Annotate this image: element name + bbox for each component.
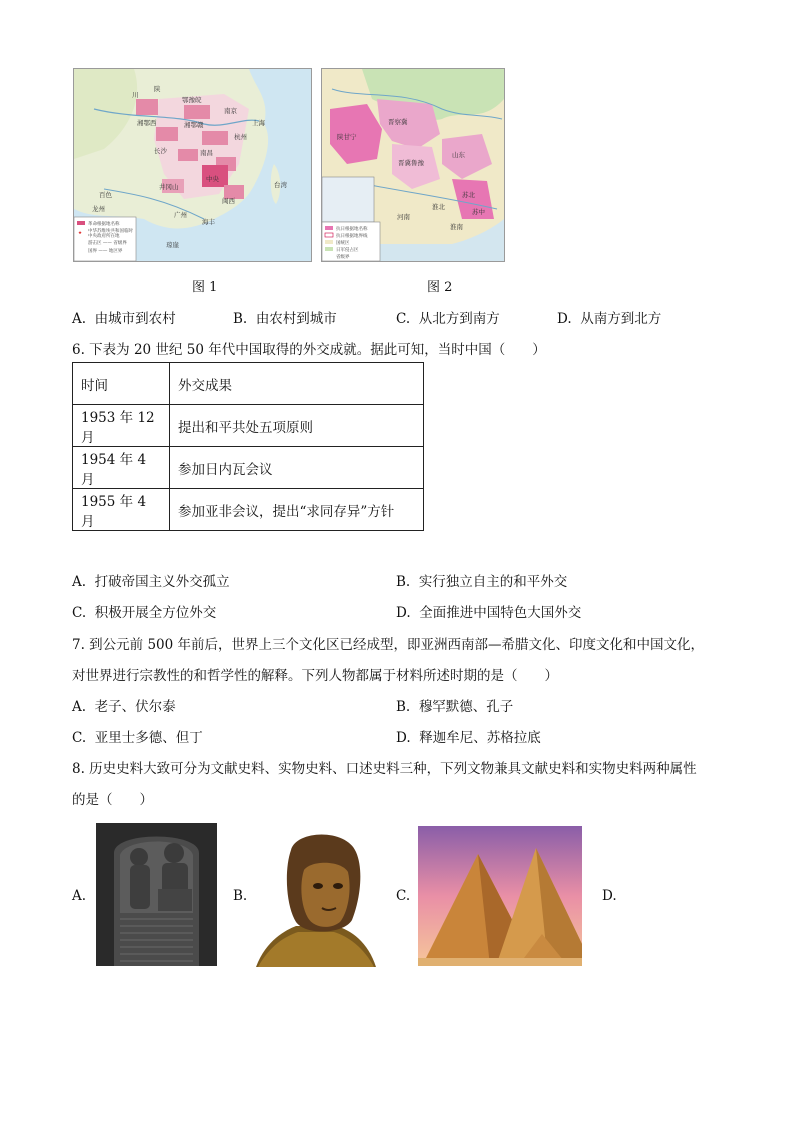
q5-option-a[interactable] (72, 307, 176, 327)
svg-text:苏中: 苏中 (472, 208, 485, 216)
svg-text:井冈山: 井冈山 (159, 183, 179, 191)
svg-text:山东: 山东 (452, 151, 465, 159)
svg-text:中央: 中央 (206, 175, 219, 183)
q7-stem-line-2: 对世界进行宗教性的和哲学性的解释。下列人物都属于材料所述时期的是（ ） (72, 668, 558, 684)
table-row (73, 447, 424, 489)
svg-text:革命根据地名称: 革命根据地名称 (88, 222, 120, 227)
svg-text:湘鄂西: 湘鄂西 (137, 119, 157, 127)
table-row (73, 489, 424, 531)
q7-stem-line-1: 7. 到公元前 500 年前后，世界上三个文化区已经成型，即亚洲西南部—希腊文化、印度文化和中国文化， (72, 637, 705, 653)
option-letter: C. (396, 311, 411, 327)
option-text: 由城市到农村 (94, 311, 176, 327)
q5-option-d[interactable] (557, 307, 661, 327)
map-1-graphic (74, 69, 311, 261)
option-text: 由农村到城市 (255, 311, 337, 327)
q6-option-c[interactable] (72, 601, 216, 621)
svg-text:省级界: 省级界 (336, 255, 350, 260)
svg-text:湘鄂赣: 湘鄂赣 (184, 121, 204, 129)
q8-option-a-label[interactable]: A. (72, 888, 87, 904)
q6-option-a[interactable] (72, 570, 230, 590)
stele-picture (96, 823, 217, 966)
q5-option-b[interactable] (233, 307, 337, 327)
option-text: 老子、伏尔泰 (94, 699, 176, 715)
option-text: 亚里士多德、但丁 (94, 730, 203, 746)
option-text: 打破帝国主义外交孤立 (94, 574, 230, 590)
svg-text:广州: 广州 (174, 211, 187, 219)
q8-option-c-label[interactable]: C. (396, 888, 411, 904)
figure-1-caption: 图 1 (192, 280, 218, 295)
table-row (73, 405, 424, 447)
svg-text:苏北: 苏北 (462, 191, 475, 199)
svg-text:陕: 陕 (154, 85, 161, 93)
option-letter: D. (396, 605, 411, 621)
svg-text:陕甘宁: 陕甘宁 (337, 133, 357, 141)
svg-text:杭州: 杭州 (234, 133, 247, 141)
table-header-cell: 时间 (73, 363, 170, 405)
svg-text:海丰: 海丰 (202, 218, 215, 226)
svg-text:抗日根据地名称: 抗日根据地名称 (336, 227, 368, 232)
svg-text:淮南: 淮南 (450, 223, 463, 231)
option-text: 从北方到南方 (418, 311, 500, 327)
svg-text:晋冀鲁豫: 晋冀鲁豫 (398, 159, 424, 167)
q6-stem: 6. 下表为 20 世纪 50 年代中国取得的外交成就。据此可知，当时中国（ ） (72, 342, 546, 358)
svg-text:中央政府所在地: 中央政府所在地 (88, 234, 120, 239)
peking-man-bust-image[interactable] (256, 830, 376, 967)
option-letter: C. (72, 730, 87, 746)
svg-text:淮北: 淮北 (432, 203, 445, 211)
table-header-cell: 外交成果 (170, 363, 424, 405)
option-text: 全面推进中国特色大国外交 (419, 605, 582, 621)
option-letter: B. (396, 699, 411, 715)
svg-text:上海: 上海 (252, 119, 265, 127)
svg-text:鄂豫皖: 鄂豫皖 (182, 96, 202, 104)
q6-option-d[interactable] (396, 601, 581, 621)
q8-option-b-label[interactable]: B. (233, 888, 248, 904)
svg-text:川: 川 (132, 91, 139, 99)
table-header-row (73, 363, 424, 405)
q5-option-c[interactable] (396, 307, 500, 327)
svg-text:龙州: 龙州 (92, 205, 105, 213)
option-letter: B. (396, 574, 411, 590)
option-text: 从南方到北方 (580, 311, 662, 327)
q7-option-b[interactable] (396, 695, 513, 715)
svg-text:晋察冀: 晋察冀 (388, 118, 408, 126)
q7-option-d[interactable] (396, 726, 541, 746)
option-letter: D. (396, 730, 411, 746)
q8-option-d-label[interactable]: D. (602, 888, 617, 904)
option-letter: B. (233, 311, 248, 327)
option-text: 穆罕默德、孔子 (418, 699, 514, 715)
figure-2-caption: 图 2 (427, 280, 453, 295)
q7-option-a[interactable] (72, 695, 176, 715)
svg-text:台湾: 台湾 (274, 181, 287, 189)
svg-text:游击区 —— 省级界: 游击区 —— 省级界 (88, 241, 127, 246)
table-cell-achievement: 提出和平共处五项原则 (170, 405, 424, 447)
hammurabi-stele-image[interactable] (96, 823, 217, 966)
table-cell-achievement: 参加日内瓦会议 (170, 447, 424, 489)
option-letter: A. (72, 699, 87, 715)
pyramids-picture (418, 826, 582, 966)
option-letter: A. (72, 574, 87, 590)
figure-1-map (73, 68, 312, 262)
option-text: 积极开展全方位外交 (94, 605, 217, 621)
figure-2-map (321, 68, 505, 262)
q6-option-b[interactable] (396, 570, 567, 590)
option-letter: D. (557, 311, 572, 327)
svg-text:日军侵占区: 日军侵占区 (336, 248, 359, 253)
svg-text:中华苏维埃共和国临时: 中华苏维埃共和国临时 (88, 229, 133, 234)
q8-stem-line-1: 8. 历史史料大致可分为文献史料、实物史料、口述史料三种，下列文物兼具文献史料和实物史料两种属性 (72, 761, 697, 777)
map-2-graphic (322, 69, 504, 261)
svg-text:★: ★ (78, 231, 83, 236)
option-letter: A. (72, 311, 87, 327)
svg-text:南昌: 南昌 (200, 149, 213, 157)
table-cell-date: 1955 年 4 月 (73, 489, 170, 531)
option-letter: C. (72, 605, 87, 621)
svg-text:国统区: 国统区 (336, 241, 350, 246)
svg-text:闽西: 闽西 (222, 197, 235, 205)
table-cell-date: 1954 年 4 月 (73, 447, 170, 489)
option-text: 释迦牟尼、苏格拉底 (419, 730, 541, 746)
pyramids-image[interactable] (418, 826, 582, 966)
q7-option-c[interactable] (72, 726, 203, 746)
svg-text:抗日根据地界线: 抗日根据地界线 (336, 234, 368, 239)
svg-text:长沙: 长沙 (154, 147, 167, 155)
svg-text:琼崖: 琼崖 (166, 241, 179, 249)
svg-text:南京: 南京 (224, 107, 237, 115)
table-cell-date: 1953 年 12 月 (73, 405, 170, 447)
table-cell-achievement: 参加亚非会议，提出“求同存异”方针 (170, 489, 424, 531)
diplomacy-table (72, 362, 424, 531)
svg-text:国界 —— 地区界: 国界 —— 地区界 (88, 249, 123, 254)
bust-picture (256, 830, 376, 967)
option-text: 实行独立自主的和平外交 (418, 574, 568, 590)
svg-text:百色: 百色 (99, 191, 112, 199)
q8-stem-line-2: 的是（ ） (72, 792, 153, 808)
svg-text:河南: 河南 (397, 213, 410, 221)
